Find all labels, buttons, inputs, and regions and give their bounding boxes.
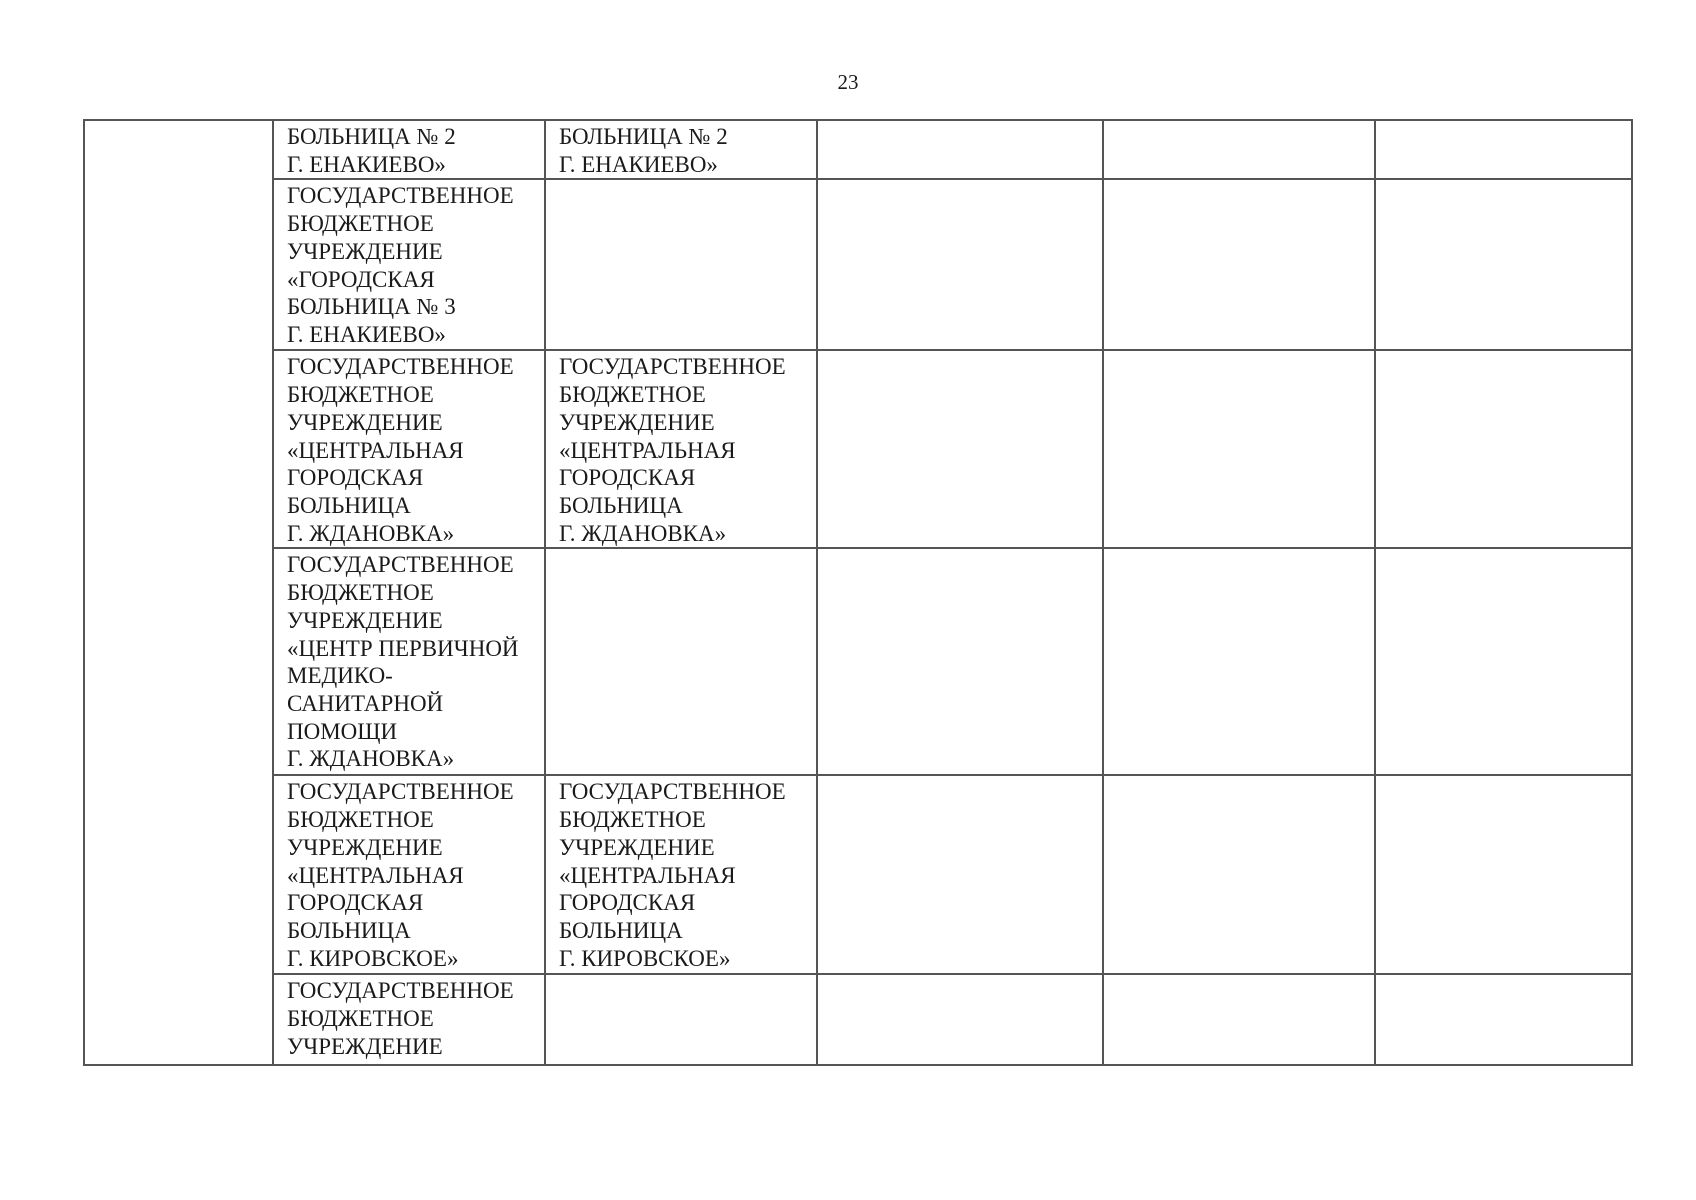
table-cell: ГОСУДАРСТВЕННОЕ БЮДЖЕТНОЕ УЧРЕЖДЕНИЕ: [273, 974, 545, 1065]
table-cell: [1375, 120, 1632, 179]
table-cell: [817, 974, 1103, 1065]
table-cell: БОЛЬНИЦА № 2 Г. ЕНАКИЕВО»: [273, 120, 545, 179]
table-cell: [1375, 548, 1632, 775]
table-cell: [817, 775, 1103, 974]
table-cell: БОЛЬНИЦА № 2 Г. ЕНАКИЕВО»: [545, 120, 817, 179]
table-cell: ГОСУДАРСТВЕННОЕ БЮДЖЕТНОЕ УЧРЕЖДЕНИЕ «ЦЕНТРАЛЬНАЯ ГОРОДСКАЯ БОЛЬНИЦА Г. КИРОВСКОЕ»: [273, 775, 545, 974]
table-row: [84, 120, 1632, 179]
table-cell: [1103, 548, 1375, 775]
table-row: [84, 350, 1632, 548]
table-row: [84, 974, 1632, 1065]
table-cell: [1375, 350, 1632, 548]
table-cell: [817, 120, 1103, 179]
table-cell: [1375, 775, 1632, 974]
table-cell: ГОСУДАРСТВЕННОЕ БЮДЖЕТНОЕ УЧРЕЖДЕНИЕ «ЦЕНТРАЛЬНАЯ ГОРОДСКАЯ БОЛЬНИЦА Г. КИРОВСКОЕ»: [545, 775, 817, 974]
table-cell-merged-first-column: [84, 120, 273, 1065]
table-cell: [1103, 120, 1375, 179]
document-table: [83, 119, 1633, 1066]
table-cell: [1103, 350, 1375, 548]
table-row: [84, 548, 1632, 775]
table-cell: [545, 974, 817, 1065]
table-cell: [1103, 974, 1375, 1065]
table-cell: [1103, 775, 1375, 974]
table-cell: [817, 350, 1103, 548]
table-row: [84, 775, 1632, 974]
page-number: 23: [837, 70, 859, 94]
table-cell: [1103, 179, 1375, 350]
table-cell: ГОСУДАРСТВЕННОЕ БЮДЖЕТНОЕ УЧРЕЖДЕНИЕ «ГОРОДСКАЯ БОЛЬНИЦА № 3 Г. ЕНАКИЕВО»: [273, 179, 545, 350]
table-cell: [545, 179, 817, 350]
table-cell: ГОСУДАРСТВЕННОЕ БЮДЖЕТНОЕ УЧРЕЖДЕНИЕ «ЦЕНТРАЛЬНАЯ ГОРОДСКАЯ БОЛЬНИЦА Г. ЖДАНОВКА»: [545, 350, 817, 548]
table-cell: [1375, 179, 1632, 350]
table-row: [84, 179, 1632, 350]
table-cell: [817, 179, 1103, 350]
table-cell: [545, 548, 817, 775]
table-cell: [1375, 974, 1632, 1065]
table-cell: ГОСУДАРСТВЕННОЕ БЮДЖЕТНОЕ УЧРЕЖДЕНИЕ «ЦЕНТР ПЕРВИЧНОЙ МЕДИКО- САНИТАРНОЙ ПОМОЩИ Г. ЖДАНОВКА»: [273, 548, 545, 775]
table-cell: [817, 548, 1103, 775]
table-cell: ГОСУДАРСТВЕННОЕ БЮДЖЕТНОЕ УЧРЕЖДЕНИЕ «ЦЕНТРАЛЬНАЯ ГОРОДСКАЯ БОЛЬНИЦА Г. ЖДАНОВКА»: [273, 350, 545, 548]
